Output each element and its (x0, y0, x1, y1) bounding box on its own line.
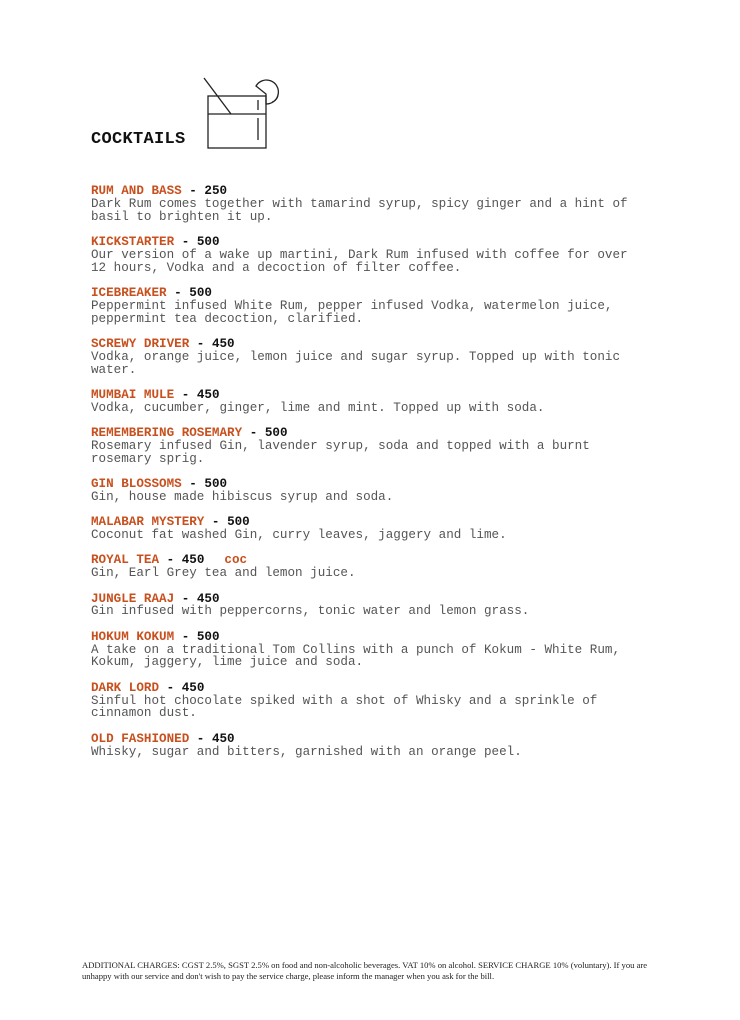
item-separator: - (242, 426, 265, 441)
menu-item (91, 554, 691, 580)
item-description: Whisky, sugar and bitters, garnished with an orange peel. (91, 744, 522, 759)
item-price: 500 (227, 515, 250, 530)
additional-charges-note: ADDITIONAL CHARGES: CGST 2.5%, SGST 2.5% on food and non-alcoholic beverages. VAT 10% on alcohol. SERVICE CHARGE 10% (voluntary). If you are unhappy with our service and don't wish to pay the service charge, please inform the manager when you ask for the bill. (82, 960, 648, 981)
item-price: 450 (196, 387, 220, 402)
item-separator: - (174, 629, 197, 644)
item-description: Gin, house made hibiscus syrup and soda. (91, 489, 394, 504)
item-heading (91, 338, 691, 351)
item-separator: - (159, 553, 182, 568)
item-description: Peppermint infused White Rum, pepper infused Vodka, watermelon juice, peppermint tea decoction, clarified. (91, 298, 613, 326)
item-description: A take on a traditional Tom Collins with a punch of Kokum - White Rum, Kokum, jaggery, lime juice and soda. (91, 642, 621, 670)
cocktail-glass-icon (198, 72, 290, 152)
item-price: 500 (196, 629, 220, 644)
item-price: 450 (211, 336, 235, 351)
menu-item (91, 733, 691, 759)
item-description: Gin, Earl Grey tea and lemon juice. (91, 566, 356, 581)
item-price: 450 (181, 553, 205, 568)
item-heading (91, 733, 691, 746)
item-name: MUMBAI MULE (91, 387, 175, 402)
menu-item (91, 593, 691, 619)
item-separator: - (166, 285, 190, 300)
menu-item (91, 236, 691, 274)
item-name: RUM AND BASS (91, 184, 182, 198)
item-description: Sinful hot chocolate spiked with a shot of Whisky and a sprinkle of cinnamon dust. (91, 693, 598, 721)
item-heading (91, 631, 691, 644)
item-description: Coconut fat washed Gin, curry leaves, jaggery and lime. (91, 528, 507, 543)
item-name: MALABAR MYSTERY (91, 515, 205, 530)
item-description: Gin infused with peppercorns, tonic water and lemon grass. (91, 604, 530, 619)
menu-item (91, 185, 691, 223)
item-heading (91, 682, 691, 695)
item-name: ICEBREAKER (91, 285, 167, 300)
item-heading (91, 389, 691, 402)
item-note: coc (224, 553, 248, 568)
item-name: OLD FASHIONED (91, 731, 190, 746)
menu-item (91, 427, 691, 465)
item-heading (91, 287, 691, 300)
item-description: Vodka, orange juice, lemon juice and sugar syrup. Topped up with tonic water. (91, 349, 621, 377)
item-description: Rosemary infused Gin, lavender syrup, soda and topped with a burnt rosemary sprig. (91, 438, 590, 466)
item-heading (91, 478, 691, 491)
item-separator: - (174, 387, 197, 402)
item-heading (91, 185, 691, 198)
cocktail-list (91, 185, 691, 771)
item-price: 450 (211, 731, 235, 746)
item-separator: - (181, 477, 205, 492)
menu-item (91, 682, 691, 720)
page-title: COCKTAILS (91, 130, 186, 149)
item-name: REMEMBERING ROSEMARY (91, 426, 243, 441)
item-name: JUNGLE RAAJ (91, 591, 175, 606)
item-name: DARK LORD (91, 680, 160, 695)
menu-item (91, 631, 691, 669)
item-price: 500 (204, 477, 228, 492)
item-separator: - (174, 591, 197, 606)
item-separator: - (174, 234, 197, 249)
item-description: Vodka, cucumber, ginger, lime and mint. Topped up with soda. (91, 400, 545, 415)
item-price: 500 (196, 234, 220, 249)
item-name: GIN BLOSSOMS (91, 477, 182, 492)
item-heading (91, 427, 691, 440)
item-name: SCREWY DRIVER (91, 336, 190, 351)
menu-item (91, 389, 691, 415)
item-name: HOKUM KOKUM (91, 629, 175, 644)
menu-item (91, 338, 691, 376)
item-heading (91, 236, 691, 249)
item-description: Dark Rum comes together with tamarind syrup, spicy ginger and a hint of basil to brighten it up. (91, 196, 628, 224)
item-price: 500 (189, 285, 212, 300)
menu-item (91, 478, 691, 504)
item-description: Our version of a wake up martini, Dark Rum infused with coffee for over 12 hours, Vodka and a decoction of filter coffee. (91, 247, 628, 275)
item-price: 450 (196, 591, 220, 606)
item-price: 500 (264, 426, 288, 441)
item-separator: - (159, 680, 182, 695)
item-separator: - (189, 336, 212, 351)
item-name: KICKSTARTER (91, 234, 175, 249)
menu-item (91, 287, 691, 325)
item-name: ROYAL TEA (91, 553, 160, 568)
item-price: 250 (204, 184, 228, 198)
item-separator: - (189, 731, 212, 746)
item-separator: - (204, 515, 228, 530)
menu-item (91, 516, 691, 542)
item-price: 450 (181, 680, 205, 695)
item-separator: - (181, 184, 205, 198)
